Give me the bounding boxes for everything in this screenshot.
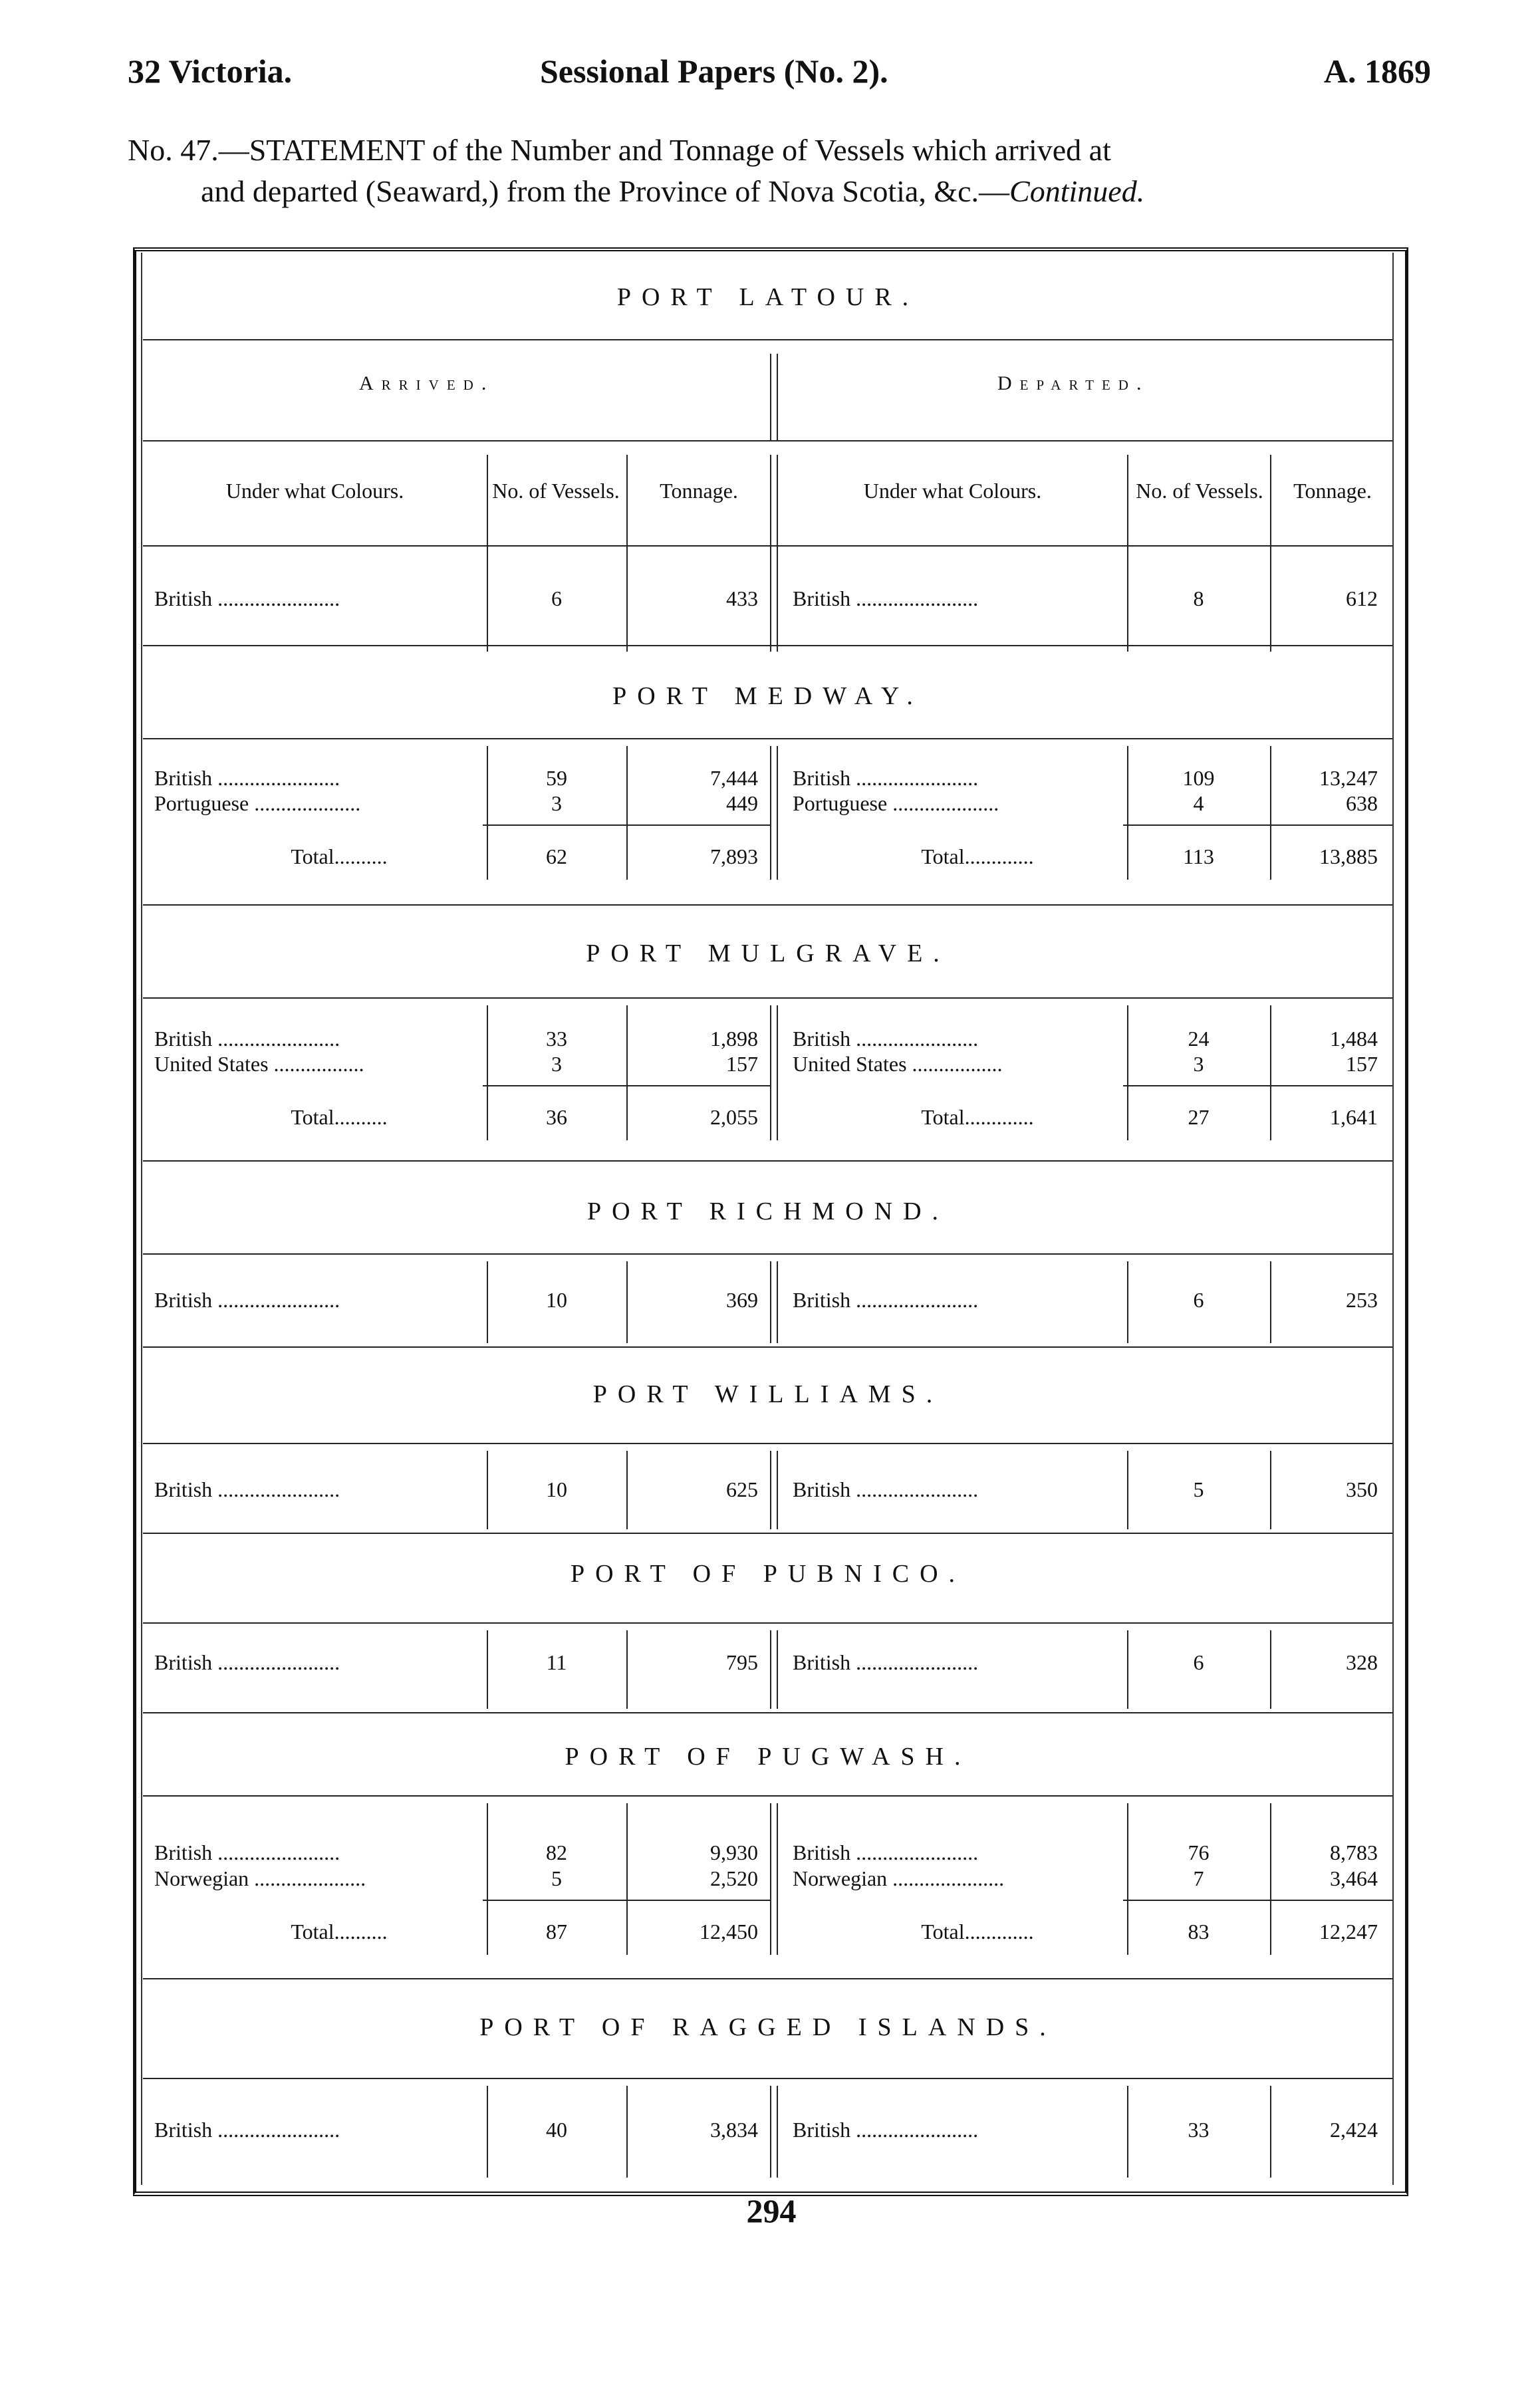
- tonnage-departed: 2,424: [1330, 2118, 1378, 2142]
- colour-departed: Portuguese ....................: [793, 791, 999, 815]
- vessels-departed: 7: [1193, 1866, 1204, 1890]
- column-rule: [626, 746, 628, 880]
- colour-departed: Norwegian .....................: [793, 1866, 1005, 1890]
- vessels-departed: 109: [1182, 766, 1215, 790]
- column-rule: [770, 2086, 771, 2178]
- column-rule: [1127, 746, 1128, 880]
- vessels-arrived: 11: [546, 1650, 567, 1674]
- colour-arrived: British .......................: [154, 1650, 340, 1674]
- vessels-arrived: 87: [546, 1920, 567, 1944]
- column-rule: [777, 1803, 778, 1955]
- column-rule: [626, 1451, 628, 1529]
- colour-departed: British .......................: [793, 1840, 979, 1864]
- vessels-arrived: 40: [546, 2118, 567, 2142]
- colour-arrived: British .......................: [154, 766, 340, 790]
- title-line-2-text: and departed (Seaward,) from the Province of Nova Scotia, &c.—: [201, 174, 1010, 208]
- column-rule: [1270, 1630, 1271, 1709]
- vessels-departed: 83: [1188, 1920, 1210, 1944]
- section-title: PORT MEDWAY.: [612, 682, 924, 710]
- tonnage-arrived: 12,450: [700, 1920, 758, 1944]
- column-rule: [487, 1630, 488, 1709]
- colour-header-arrived: Under what Colours.: [225, 479, 404, 503]
- vessels-arrived: 10: [546, 1477, 567, 1501]
- column-rule: [770, 354, 771, 440]
- tonnage-arrived: 7,444: [710, 766, 758, 790]
- column-rule: [487, 1803, 488, 1955]
- column-rule: [1270, 1451, 1271, 1529]
- column-rule: [1127, 2086, 1128, 2178]
- column-rule: [777, 455, 778, 652]
- column-rule: [777, 1451, 778, 1529]
- column-rule: [1270, 746, 1271, 880]
- column-rule: [487, 1005, 488, 1140]
- column-rule: [1127, 1630, 1128, 1709]
- total-label-departed: Total.............: [921, 1920, 1034, 1944]
- column-rule: [1127, 1005, 1128, 1140]
- tonnage-departed: 12,247: [1319, 1920, 1378, 1944]
- colour-arrived: British .......................: [154, 1027, 340, 1051]
- section-title: PORT WILLIAMS.: [592, 1380, 944, 1408]
- column-rule: [626, 1261, 628, 1343]
- vessels-arrived: 82: [546, 1840, 567, 1864]
- vessels-header-departed: No. of Vessels.: [1136, 479, 1263, 503]
- vessels-departed: 3: [1193, 1052, 1204, 1076]
- column-rule: [777, 354, 778, 440]
- colour-arrived: British .......................: [154, 586, 340, 610]
- colour-arrived: British .......................: [154, 1840, 340, 1864]
- vessels-arrived: 3: [551, 1052, 562, 1076]
- tonnage-arrived: 795: [726, 1650, 758, 1674]
- total-label-departed: Total.............: [921, 1105, 1034, 1129]
- column-rule: [626, 1803, 628, 1955]
- colour-departed: British .......................: [793, 1288, 979, 1312]
- title-line-1: No. 47.—STATEMENT of the Number and Tonnage of Vessels which arrived at: [128, 133, 1111, 167]
- column-rule: [487, 1261, 488, 1343]
- tonnage-departed: 1,484: [1330, 1027, 1378, 1051]
- column-rule: [487, 1451, 488, 1529]
- tonnage-arrived: 157: [726, 1052, 758, 1076]
- vessels-departed: 76: [1188, 1840, 1210, 1864]
- column-rule: [487, 455, 488, 652]
- vessels-arrived: 36: [546, 1105, 567, 1129]
- total-label-departed: Total.............: [921, 844, 1034, 868]
- rule: [143, 2078, 1392, 2079]
- rule: [143, 1712, 1392, 1713]
- colour-arrived: United States .................: [154, 1052, 364, 1076]
- tonnage-departed: 13,247: [1319, 766, 1378, 790]
- tonnage-departed: 328: [1346, 1650, 1378, 1674]
- tonnage-departed: 612: [1346, 586, 1378, 610]
- column-rule: [487, 2086, 488, 2178]
- tonnage-arrived: 1,898: [710, 1027, 758, 1051]
- vessels-departed: 5: [1193, 1477, 1204, 1501]
- vessels-departed: 6: [1193, 1288, 1204, 1312]
- section-title: PORT RICHMOND.: [586, 1197, 950, 1225]
- column-rule: [1270, 1005, 1271, 1140]
- column-rule: [777, 1005, 778, 1140]
- column-rule: [777, 1261, 778, 1343]
- column-rule: [487, 746, 488, 880]
- tonnage-departed: 638: [1346, 791, 1378, 815]
- colour-header-departed: Under what Colours.: [863, 479, 1042, 503]
- column-rule: [770, 455, 771, 652]
- rule: [143, 1346, 1392, 1348]
- tonnage-header-arrived: Tonnage.: [660, 479, 738, 503]
- tonnage-arrived: 449: [726, 791, 758, 815]
- column-rule: [770, 1451, 771, 1529]
- column-rule: [626, 1630, 628, 1709]
- colour-arrived: Portuguese ....................: [154, 791, 361, 815]
- rule: [143, 440, 1392, 441]
- subtotal-rule: [1123, 824, 1392, 826]
- subtotal-rule: [1123, 1900, 1392, 1901]
- rule: [143, 1795, 1392, 1797]
- page-number: 294: [746, 2192, 797, 2229]
- total-label-arrived: Total..........: [291, 1920, 388, 1944]
- vessels-arrived: 62: [546, 844, 567, 868]
- publication-label: Sessional Papers (No. 2).: [540, 53, 888, 90]
- vessels-arrived: 33: [546, 1027, 567, 1051]
- section-title: PORT OF RAGGED ISLANDS.: [479, 2013, 1057, 2041]
- vessels-departed: 8: [1193, 586, 1204, 610]
- column-rule: [770, 1630, 771, 1709]
- section-title: PORT LATOUR.: [616, 283, 920, 311]
- tonnage-departed: 1,641: [1330, 1105, 1378, 1129]
- rule: [143, 738, 1392, 739]
- total-label-arrived: Total..........: [291, 1105, 388, 1129]
- column-rule: [770, 1803, 771, 1955]
- column-rule: [1127, 455, 1128, 652]
- column-rule: [1270, 2086, 1271, 2178]
- tonnage-departed: 3,464: [1330, 1866, 1378, 1890]
- tonnage-departed: 8,783: [1330, 1840, 1378, 1864]
- column-rule: [1270, 1803, 1271, 1955]
- tonnage-departed: 157: [1346, 1052, 1378, 1076]
- colour-departed: British .......................: [793, 1650, 979, 1674]
- rule: [143, 1622, 1392, 1624]
- tonnage-departed: 350: [1346, 1477, 1378, 1501]
- subtotal-rule: [483, 1085, 771, 1086]
- tonnage-arrived: 369: [726, 1288, 758, 1312]
- column-rule: [1127, 1451, 1128, 1529]
- rule: [143, 1160, 1392, 1162]
- section-title: PORT MULGRAVE.: [586, 940, 950, 967]
- colour-departed: British .......................: [793, 586, 979, 610]
- tonnage-departed: 253: [1346, 1288, 1378, 1312]
- arrived-heading: Arrived.: [359, 372, 495, 394]
- vessels-departed: 27: [1188, 1105, 1210, 1129]
- colour-departed: United States .................: [793, 1052, 1003, 1076]
- tonnage-arrived: 9,930: [710, 1840, 758, 1864]
- colour-departed: British .......................: [793, 1477, 979, 1501]
- tonnage-arrived: 7,893: [710, 844, 758, 868]
- vessels-arrived: 6: [551, 586, 562, 610]
- rule: [143, 545, 1392, 547]
- year-label: A. 1869: [1323, 53, 1431, 90]
- total-label-arrived: Total..........: [291, 844, 388, 868]
- departed-heading: Departed.: [997, 372, 1150, 394]
- rule: [143, 339, 1392, 340]
- colour-arrived: British .......................: [154, 1477, 340, 1501]
- tonnage-departed: 13,885: [1319, 844, 1378, 868]
- column-rule: [626, 455, 628, 652]
- subtotal-rule: [483, 1900, 771, 1901]
- statement-title: [128, 130, 1431, 212]
- section-title: PORT OF PUGWASH.: [565, 1743, 971, 1771]
- column-rule: [770, 1261, 771, 1343]
- vessels-arrived: 10: [546, 1288, 567, 1312]
- column-rule: [777, 746, 778, 880]
- rule: [143, 1253, 1392, 1255]
- rule: [143, 645, 1392, 646]
- column-rule: [626, 2086, 628, 2178]
- rule: [143, 904, 1392, 906]
- column-rule: [770, 746, 771, 880]
- vessels-departed: 113: [1183, 844, 1214, 868]
- column-rule: [626, 1005, 628, 1140]
- column-rule: [770, 1005, 771, 1140]
- subtotal-rule: [483, 824, 771, 826]
- section-title: PORT OF PUBNICO.: [570, 1560, 966, 1588]
- column-rule: [1270, 1261, 1271, 1343]
- column-rule: [1270, 455, 1271, 652]
- column-rule: [1127, 1261, 1128, 1343]
- vessels-arrived: 3: [551, 791, 562, 815]
- vessels-header-arrived: No. of Vessels.: [492, 479, 620, 503]
- tonnage-arrived: 2,055: [710, 1105, 758, 1129]
- subtotal-rule: [1123, 1085, 1392, 1086]
- tonnage-arrived: 625: [726, 1477, 758, 1501]
- colour-departed: British .......................: [793, 1027, 979, 1051]
- rule: [143, 1533, 1392, 1534]
- rule: [143, 1978, 1392, 1979]
- tonnage-header-departed: Tonnage.: [1293, 479, 1372, 503]
- vessels-arrived: 5: [551, 1866, 562, 1890]
- rule: [143, 1443, 1392, 1444]
- vessels-departed: 6: [1193, 1650, 1204, 1674]
- tonnage-arrived: 3,834: [710, 2118, 758, 2142]
- title-line-2: [128, 171, 1431, 212]
- vessels-departed: 4: [1193, 791, 1204, 815]
- colour-arrived: Norwegian .....................: [154, 1866, 366, 1890]
- rule: [143, 997, 1392, 999]
- colour-arrived: British .......................: [154, 2118, 340, 2142]
- frame-inner-rule-left: [141, 253, 142, 2185]
- colour-departed: British .......................: [793, 766, 979, 790]
- tonnage-arrived: 433: [726, 586, 758, 610]
- column-rule: [777, 1630, 778, 1709]
- colour-departed: British .......................: [793, 2118, 979, 2142]
- vessels-departed: 24: [1188, 1027, 1210, 1051]
- session-label: 32 Victoria.: [128, 53, 293, 90]
- vessels-arrived: 59: [546, 766, 567, 790]
- tonnage-arrived: 2,520: [710, 1866, 758, 1890]
- vessels-departed: 33: [1188, 2118, 1210, 2142]
- column-rule: [1127, 1803, 1128, 1955]
- title-continued: Continued.: [1009, 174, 1145, 208]
- colour-arrived: British .......................: [154, 1288, 340, 1312]
- column-rule: [777, 2086, 778, 2178]
